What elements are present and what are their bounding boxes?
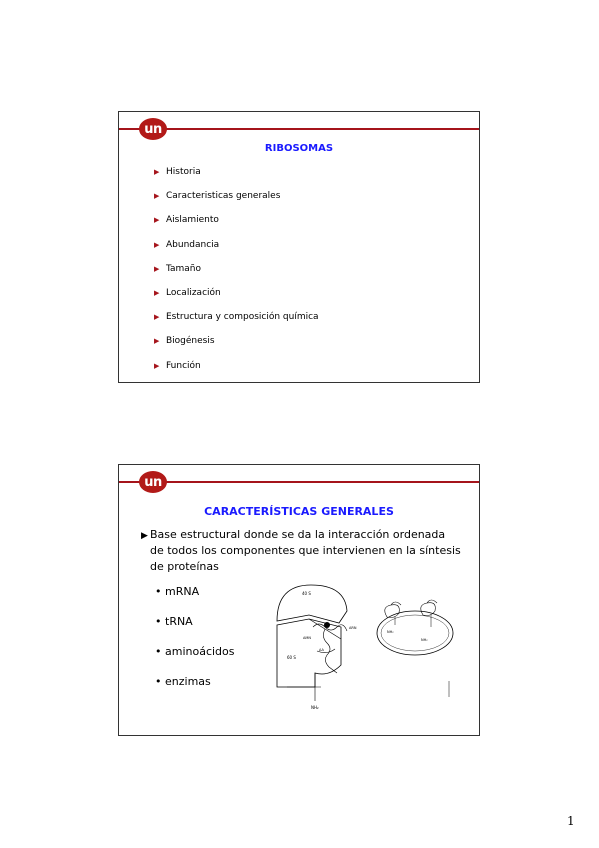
triangle-bullet-icon: ▶: [154, 337, 160, 346]
list-item: • tRNA: [155, 615, 193, 628]
list-item: ▶ Caracteristicas generales: [154, 191, 281, 202]
un-logo: un: [139, 471, 167, 493]
label-arn: ARN: [349, 626, 357, 630]
list-item: ▶ Biogénesis: [154, 336, 215, 347]
dot-bullet-icon: •: [155, 615, 162, 628]
triangle-bullet-icon: ▶: [141, 531, 148, 541]
triangle-bullet-icon: ▶: [154, 240, 160, 249]
dot-bullet-icon: •: [155, 585, 162, 598]
list-item: ▶ Abundancia: [154, 239, 220, 250]
label-aa: AA: [319, 648, 324, 652]
triangle-bullet-icon: ▶: [154, 216, 160, 225]
header-rule: [119, 481, 479, 483]
dot-bullet-icon: •: [155, 675, 162, 688]
ribosome-diagram: [269, 581, 459, 711]
list-item: ▶ Aislamiento: [154, 215, 219, 226]
main-bullet: [141, 527, 461, 575]
header-rule: [119, 128, 479, 130]
label-nh2-bottom: NH₂: [311, 705, 319, 710]
label-60s: 60 S: [287, 655, 296, 660]
list-item: ▶ Función: [154, 360, 201, 371]
ribosome-small-subunit: [277, 619, 341, 687]
triangle-bullet-icon: ▶: [154, 361, 160, 370]
slide-caracteristicas: [118, 464, 480, 736]
slide-title: CARACTERÍSTICAS GENERALES: [204, 505, 394, 518]
list-item: ▶ Tamaño: [154, 263, 202, 274]
list-item: ▶ Estructura y composición química: [154, 312, 319, 323]
triangle-bullet-icon: ▶: [154, 264, 160, 273]
list-item: ▶ Historia: [154, 167, 201, 177]
ribosome-large-subunit: [277, 585, 347, 623]
list-item: ▶ Localización: [154, 287, 221, 298]
label-nh2-right: NH₂: [421, 638, 428, 642]
dot-bullet-icon: •: [155, 645, 162, 658]
un-logo: un: [139, 118, 167, 140]
list-item: • aminoácidos: [155, 645, 235, 658]
label-40s: 40 S: [302, 591, 311, 596]
list-item: • enzimas: [155, 675, 211, 688]
label-amn: AMN: [303, 636, 312, 640]
component-list: [155, 585, 235, 705]
topic-list: [154, 167, 319, 385]
slide-title: RIBOSOMAS: [264, 143, 334, 154]
triangle-bullet-icon: ▶: [154, 313, 160, 322]
bullet-text: Base estructural donde se da la interacción ordenada de todos los componentes que intervienen en la síntesis de proteínas: [150, 528, 461, 573]
slide-ribosomas: [118, 111, 480, 383]
page-number: 1: [567, 814, 575, 828]
triangle-bullet-icon: ▶: [154, 192, 160, 201]
triangle-bullet-icon: ▶: [154, 168, 160, 176]
triangle-bullet-icon: ▶: [154, 288, 160, 297]
list-item: • mRNA: [155, 585, 200, 598]
label-nh2-left: NH₂: [387, 630, 394, 634]
